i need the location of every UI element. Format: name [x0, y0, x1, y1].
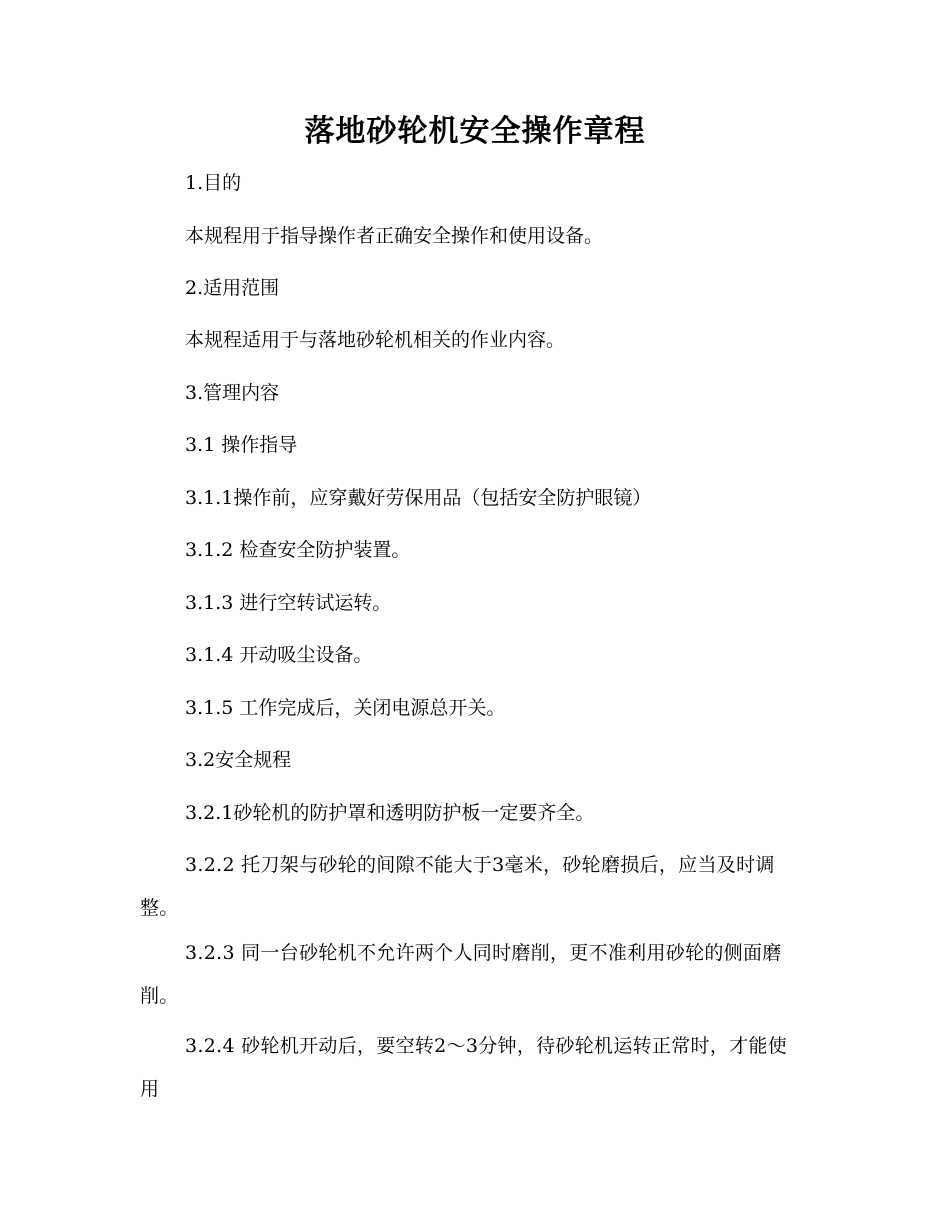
section-heading-management: 3.管理内容	[185, 382, 280, 404]
subsection-heading-operation: 3.1 操作指导	[185, 434, 298, 456]
section-heading-purpose: 1.目的	[185, 172, 242, 194]
paragraph-3-2-4: 3.2.4 砂轮机开动后，要空转2～3分钟，待砂轮机运转正常时，才能使用	[140, 1035, 788, 1100]
subsection-heading-safety: 3.2安全规程	[185, 749, 292, 771]
paragraph-scope: 本规程适用于与落地砂轮机相关的作业内容。	[185, 329, 566, 351]
paragraph-3-2-3: 3.2.3 同一台砂轮机不允许两个人同时磨削，更不准利用砂轮的侧面磨削。	[140, 942, 782, 1007]
paragraph-3-2-1: 3.2.1砂轮机的防护罩和透明防护板一定要齐全。	[185, 802, 595, 824]
paragraph-3-1-3: 3.1.3 进行空转试运转。	[185, 592, 392, 614]
paragraph-3-1-2: 3.1.2 检查安全防护装置。	[185, 539, 411, 561]
paragraph-3-1-1: 3.1.1操作前，应穿戴好劳保用品（包括安全防护眼镜）	[185, 487, 652, 509]
paragraph-3-2-2: 3.2.2 托刀架与砂轮的间隙不能大于3毫米，砂轮磨损后，应当及时调整。	[140, 854, 775, 919]
document-title: 落地砂轮机安全操作章程	[304, 114, 646, 149]
paragraph-3-1-5: 3.1.5 工作完成后，关闭电源总开关。	[185, 697, 506, 719]
paragraph-purpose: 本规程用于指导操作者正确安全操作和使用设备。	[185, 225, 604, 247]
section-heading-scope: 2.适用范围	[185, 277, 280, 299]
paragraph-3-1-4: 3.1.4 开动吸尘设备。	[185, 644, 373, 666]
